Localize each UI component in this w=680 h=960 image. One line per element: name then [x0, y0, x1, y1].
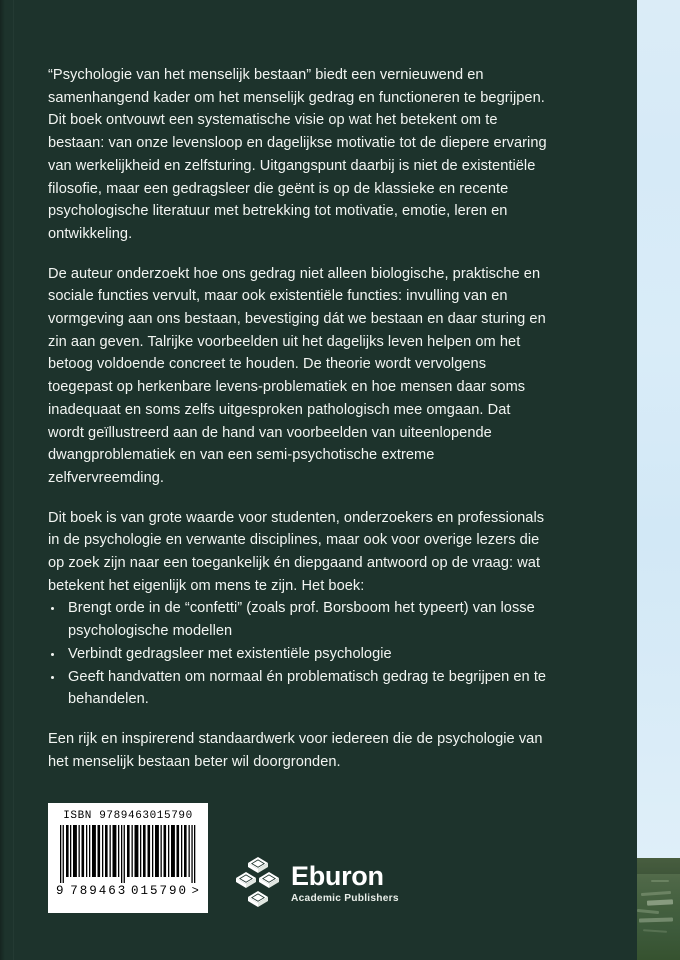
- landscape-detail: [647, 899, 673, 905]
- spine-fold-line: [13, 0, 14, 960]
- isbn-barcode: [48, 803, 208, 913]
- list-item: Brengt orde in de “confetti” (zoals prof. Borsboom het typeert) van losse psychologische modellen: [48, 597, 548, 642]
- publisher-logo: [236, 855, 399, 913]
- publisher-wordmark: [291, 863, 399, 904]
- barcode-trailing-mark: >: [191, 884, 200, 898]
- barcode-digit-group-1: 789463: [70, 884, 128, 898]
- blurb-paragraph-3: Dit boek is van grote waarde voor studenten, onderzoekers en professionals in de psychologie en verwante disciplines, maar ook voor overige lezers die op zoek zijn naar een toegankelijk én diepgaand antwoord op de vraag: wat betekent het eigenlijk om mens te zijn. Het boek:: [48, 509, 545, 594]
- isbn-number-label: ISBN 9789463015790: [63, 810, 193, 822]
- landscape-detail: [651, 880, 669, 882]
- feature-bullet-list: [48, 597, 548, 711]
- list-item: Geeft handvatten om normaal én problematisch gedrag te begrijpen en te behandelen.: [48, 666, 548, 711]
- landscape-detail: [643, 929, 667, 933]
- landscape-detail: [639, 917, 673, 922]
- barcode-bars-icon: [60, 825, 196, 883]
- barcode-lead-digit: 9: [56, 884, 65, 898]
- landscape-shadow: [637, 858, 680, 874]
- blurb-paragraph-2: De auteur onderzoekt hoe ons gedrag niet alleen biologische, praktische en sociale functies vervult, maar ook existentiële functies: invulling van en vormgeving aan ons bestaan, bevestiging dát we bestaan en daar sturing en zin aan geven. Talrijke voorbeelden uit het dagelijks leven helpen om het betoog voldoende concreet te houden. De theorie wordt vervolgens toegepast op herkenbare levens-problematiek en hoe mensen daar soms inadequaat en soms zelfs uitgesproken pathologisch mee omgaan. Dat wordt geïllustreerd aan de hand van voorbeelden van uiteenlopende dwangproblematiek en van een semi-psychotische extreme zelfvervreemding.: [48, 265, 546, 486]
- list-item: Verbindt gedragsleer met existentiële psychologie: [48, 643, 548, 666]
- sky-region: [637, 0, 680, 862]
- back-cover-blurb: [48, 64, 548, 773]
- publisher-tagline: Academic Publishers: [291, 893, 399, 905]
- stacked-books-icon: [236, 855, 280, 913]
- barcode-digit-group-2: 015790: [130, 884, 188, 898]
- blurb-paragraph-1: “Psychologie van het menselijk bestaan” biedt een vernieuwend en samenhangend kader om het menselijk gedrag en functioneren te begrijpen. Dit boek ontvouwt een systematische visie op wat het betekent om te bestaan: van onze levensloop en dagelijkse motivatie tot de diepere ervaring van werkelijkheid en zelfsturing. Uitgangspunt daarbij is niet de existentiële filosofie, maar een gedragsleer die geënt is op de klassieke en recente psychologische literatuur met betrekking tot motivatie, emotie, leren en ontwikkeling.: [48, 67, 547, 242]
- spine-shadow: [0, 0, 5, 960]
- publisher-name: Eburon: [291, 861, 384, 892]
- blurb-paragraph-4: Een rijk en inspirerend standaardwerk voor iedereen die de psychologie van het menselijk bestaan beter wil doorgronden.: [48, 730, 543, 770]
- barcode-digit-row: [56, 884, 200, 898]
- front-cover-sliver: [637, 0, 680, 960]
- landscape-region: [637, 858, 680, 960]
- landscape-detail: [637, 909, 659, 914]
- landscape-detail: [641, 891, 671, 896]
